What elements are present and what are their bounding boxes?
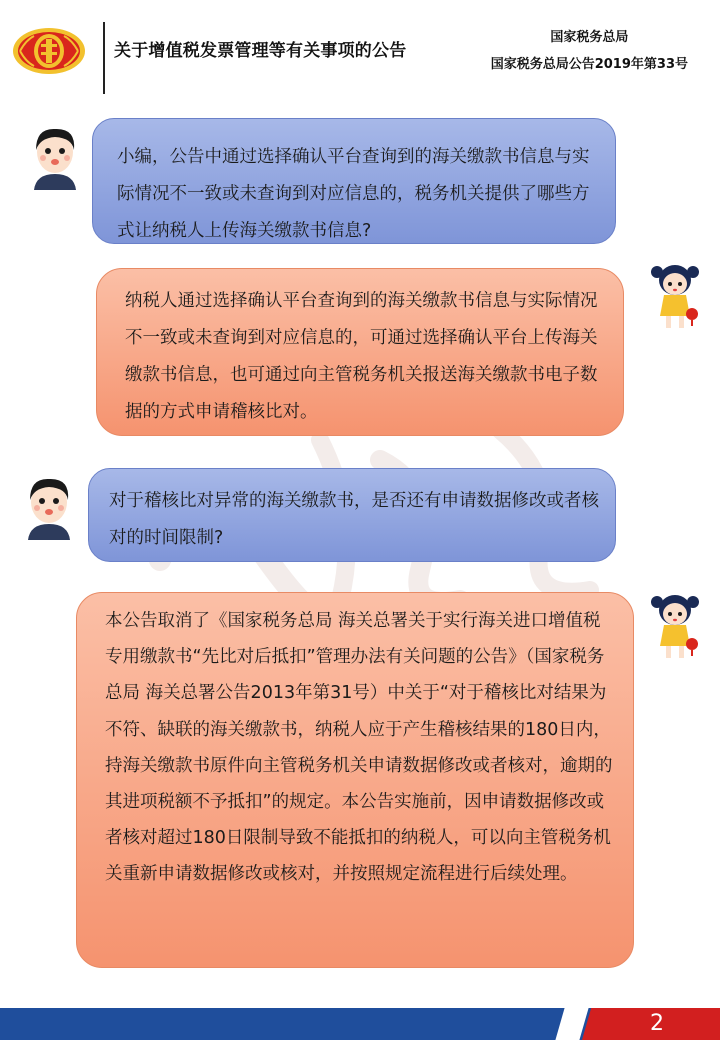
boy-avatar-icon <box>20 474 78 540</box>
question-text: 对于稽核比对异常的海关缴款书，是否还有申请数据修改或者核对的时间限制? <box>109 491 599 548</box>
girl-mascot-avatar-icon <box>648 262 702 332</box>
header-issuer <box>491 24 688 78</box>
boy-avatar-icon <box>26 124 84 190</box>
issuing-agency: 国家税务总局 <box>550 30 629 45</box>
answer-bubble <box>96 268 624 436</box>
document-title: 关于增值税发票管理等有关事项的公告 <box>114 41 407 61</box>
girl-mascot-avatar-icon <box>648 592 702 662</box>
answer-text: 本公告取消了《国家税务总局 海关总署关于实行海关进口增值税专用缴款书“先比对后抵扣”管理办法有关问题的公告》（国家税务总局 海关总署公告2013年第31号）中关于“对于稽核比对结果为不符、缺联的海关缴款书，纳税人应于产生稽核结果的180日内，持海关缴款书原件向主管税务机关申请数据修改或者核对，逾期的其进项税额不予抵扣”的规定。本公告实施前，因申请数据修改或者核对超过180日限制导致不能抵扣的纳税人，可以向主管税务机关重新申请数据修改或核对，并按照规定流程进行后续处理。 <box>105 611 613 885</box>
notice-number: 国家税务总局公告2019年第33号 <box>490 57 688 72</box>
answer-bubble <box>76 592 634 968</box>
question-bubble <box>88 468 616 562</box>
question-text: 小编，公告中通过选择确认平台查询到的海关缴款书信息与实际情况不一致或未查询到对应信息的，税务机关提供了哪些方式让纳税人上传海关缴款书信息? <box>117 147 590 241</box>
header-divider <box>103 22 105 94</box>
page-number: 2 <box>650 1011 664 1036</box>
tax-bureau-emblem-icon <box>12 26 86 76</box>
answer-text: 纳税人通过选择确认平台查询到的海关缴款书信息与实际情况不一致或未查询到对应信息的，可通过选择确认平台上传海关缴款书信息，也可通过向主管税务机关报送海关缴款书电子数据的方式申请稽核比对。 <box>125 291 598 422</box>
question-bubble <box>92 118 616 244</box>
